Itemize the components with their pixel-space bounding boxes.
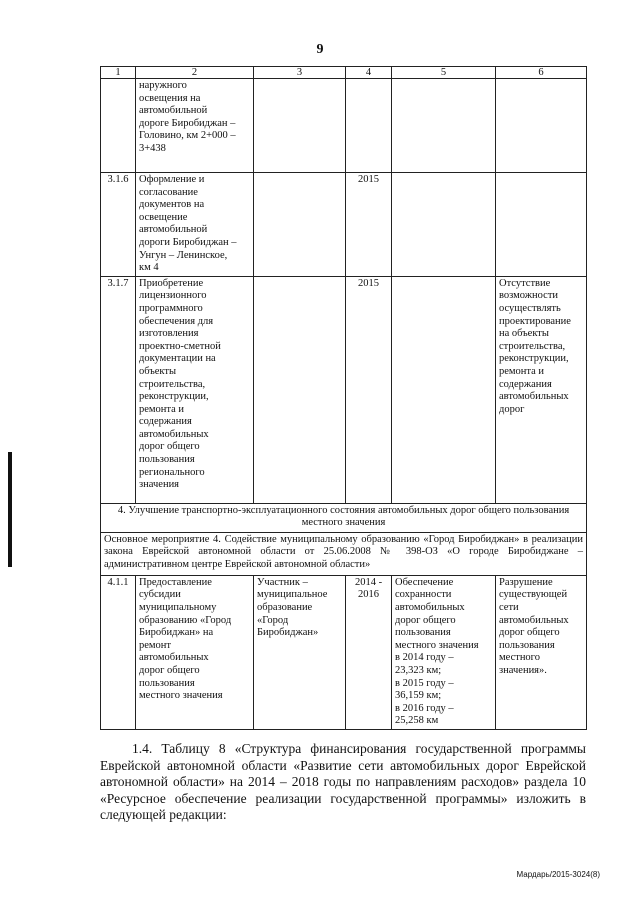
cell-result xyxy=(392,276,496,503)
cell-consequence: Отсутствие возможности осуществлять проектирование на объекты строительства, реконструкции, ремонта и содержания автомобильных дорог xyxy=(496,276,587,503)
cell-name: Предоставление субсидии муниципальному образованию «Город Биробиджан» на ремонт автомобильных дорог общего пользования местного значения xyxy=(136,575,254,729)
program-table xyxy=(100,66,587,730)
table-row-4-1-1 xyxy=(101,575,587,729)
margin-mark xyxy=(8,452,12,567)
header-cell-4: 4 xyxy=(346,67,392,79)
cell-num: 4.1.1 xyxy=(101,575,136,729)
header-cell-5: 5 xyxy=(392,67,496,79)
cell-consequence xyxy=(496,173,587,277)
cell-name: наружного освещения на автомобильной дороге Биробиджан – Головино, км 2+000 – 3+438 xyxy=(136,79,254,173)
page-number: 9 xyxy=(316,42,324,57)
table-header-row xyxy=(101,67,587,79)
cell-result: Обеспечение сохранности автомобильных дорог общего пользования местного значения в 2014 году – 23,323 км; в 2015 году – 36,159 км; в 2016 году – 25,258 км xyxy=(392,575,496,729)
cell-year: 2015 xyxy=(346,173,392,277)
cell-consequence xyxy=(496,79,587,173)
header-cell-3: 3 xyxy=(254,67,346,79)
table-section-row xyxy=(101,503,587,532)
cell-year xyxy=(346,79,392,173)
section-heading: 4. Улучшение транспортно-эксплуатационного состояния автомобильных дорог общего пользования местного значения xyxy=(101,503,587,532)
cell-year: 2014 - 2016 xyxy=(346,575,392,729)
cell-executor: Участник – муниципальное образование «Город Биробиджан» xyxy=(254,575,346,729)
cell-result xyxy=(392,173,496,277)
cell-num xyxy=(101,79,136,173)
main-event-text: Основное мероприятие 4. Содействие муниципальному образованию «Город Биробиджан» в реализации закона Еврейской автономной области от 25.06.2008 № 398-ОЗ «О городе Биробиджане – административном центре Еврейской автономной области» xyxy=(101,532,587,575)
header-cell-2: 2 xyxy=(136,67,254,79)
amendment-text: 1.4. Таблицу 8 «Структура финансирования государственной программы Еврейской автономной области «Развитие сети автомобильных дорог Еврейской автономной области» на 2014 – 2018 годы по направлениям расходов» раздела 10 «Ресурсное обеспечение реализации государственной программы» изложить в следующей редакции: xyxy=(100,741,586,823)
cell-name: Оформление и согласование документов на освещение автомобильной дороги Биробиджан – Унгун – Ленинское, км 4 xyxy=(136,173,254,277)
cell-name: Приобретение лицензионного программного обеспечения для изготовления проектно-сметной документации на объекты строительства, реконструкции, ремонта и содержания автомобильных дорог общего пользования регионального значения xyxy=(136,276,254,503)
cell-executor xyxy=(254,173,346,277)
amendment-paragraph xyxy=(100,741,586,824)
header-cell-1: 1 xyxy=(101,67,136,79)
header-cell-6: 6 xyxy=(496,67,587,79)
cell-num: 3.1.7 xyxy=(101,276,136,503)
table-row-continued xyxy=(101,79,587,173)
cell-result xyxy=(392,79,496,173)
cell-executor xyxy=(254,276,346,503)
cell-executor xyxy=(254,79,346,173)
table-main-event-row xyxy=(101,532,587,575)
cell-consequence: Разрушение существующей сети автомобильных дорог общего пользования местного значения». xyxy=(496,575,587,729)
cell-year: 2015 xyxy=(346,276,392,503)
document-footer-code: Мардарь/2015-3024(8) xyxy=(516,870,600,879)
table-row-3-1-7 xyxy=(101,276,587,503)
table-row-3-1-6 xyxy=(101,173,587,277)
cell-num: 3.1.6 xyxy=(101,173,136,277)
